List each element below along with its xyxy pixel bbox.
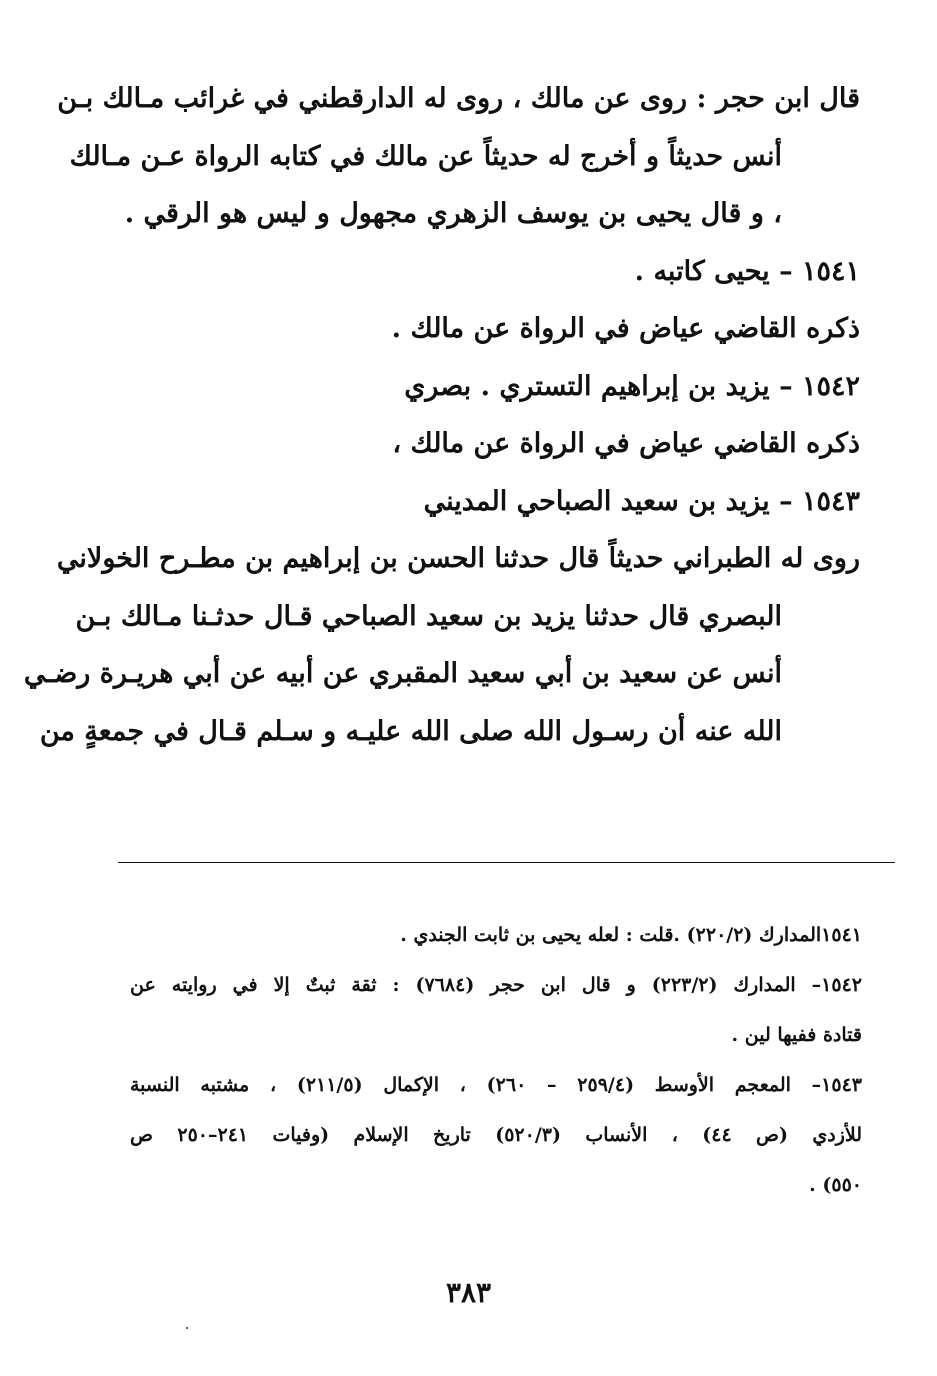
footnotes [130, 910, 862, 1210]
text-line: أنس حديثاً و أخرج له حديثاً عن مالك في كتابه الرواة عـن مـالك [69, 140, 782, 172]
text-line: قال ابن حجر : روى عن مالك ، روى له الدارقطني في غرائب مـالك بـن [57, 83, 860, 114]
footnote-line: ٥٥٠) . [809, 1174, 862, 1196]
scan-speck [186, 1327, 188, 1329]
entry-heading-1541: ١٥٤١ – يحيى كاتبه . [634, 255, 860, 287]
text-line: ذكره القاضي عياض في الرواة عن مالك ، [392, 428, 860, 459]
entry-heading-1543: ١٥٤٣ – يزيد بن سعيد الصباحي المديني [423, 485, 860, 517]
footnote-1542: ١٥٤٢– المدارك (٢٢٣/٢) و قال ابن حجر (٧٦٨٤) : ثقة ثبتٌ إلا في روايته عن [130, 974, 862, 996]
main-text [23, 70, 860, 760]
footnote-line: قتادة ففيها لين . [731, 1024, 862, 1046]
text-line: ذكره القاضي عياض في الرواة عن مالك . [391, 313, 860, 344]
footnote-divider [118, 862, 895, 863]
page-number: ٣٨٣ [445, 1276, 492, 1309]
text-line: أنس عن سعيد بن أبي سعيد المقبري عن أبيه عن أبي هريـرة رضـي [23, 658, 782, 689]
text-line: الله عنه أن رسـول الله صلى الله عليـه و سـلم قـال في جمعةٍ من [39, 715, 782, 747]
text-line: روى له الطبراني حديثاً قال حدثنا الحسن بن إبراهيم بن مطـرح الخولاني [56, 543, 860, 574]
footnote-1543: ١٥٤٣– المعجم الأوسط (٢٥٩/٤ – ٢٦٠) ، الإكمال (٢١١/٥) ، مشتبه النسبة [130, 1074, 862, 1096]
footnote-line: للأزدي (ص ٤٤) ، الأنساب (٥٢٠/٣) تاريخ الإسلام (وفيات ٢٤١–٢٥٠ ص [130, 1124, 863, 1146]
footnote-1541: ١٥٤١المدارك (٢٢٠/٢) .قلت : لعله يحيى بن ثابت الجندي . [400, 924, 862, 946]
entry-heading-1542: ١٥٤٢ – يزيد بن إبراهيم التستري . بصري [404, 370, 860, 402]
text-line: ، و قال يحيى بن يوسف الزهري مجهول و ليس هو الرقي . [124, 198, 782, 229]
text-line: البصري قال حدثنا يزيد بن سعيد الصباحي قـال حدثـنا مـالك بـن [75, 600, 782, 632]
